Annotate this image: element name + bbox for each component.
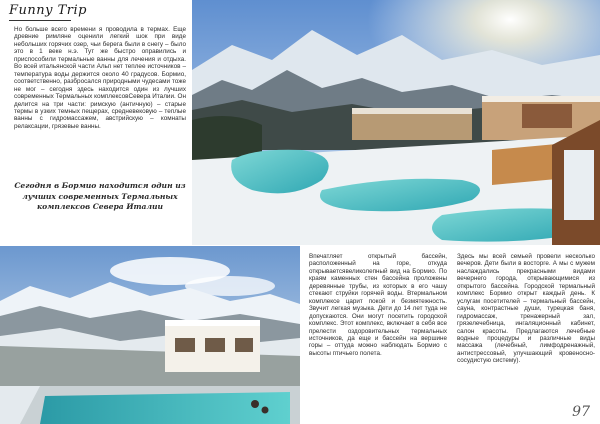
article-column-1: Впечатляет открытый бассейн, расположенный на горе, откуда открываетсявеликолепный вид на Бормио. По краям каменных стен бассейна проложены деревянные трубы, из которых в его чашу стекают струйки горячей воды. Втермальном комплексе царит покой и безмятежность. Звучит легкая музыка. Дети до 14 лет туда не допускаются. Они могут посетить городской комплекс. Этот комплекс, включает в себя все прелести оздоровительных термальных источников, да еще и бассейн на вершине горы – оттуда можно наблюдать Бормио с высоты птичьего полета. bbox=[309, 253, 447, 357]
page-number: 97 bbox=[572, 404, 590, 420]
header-rule bbox=[9, 20, 71, 21]
pull-quote: Сегодня в Бормио находится один из лучших современных Термальных комплексов Севера Италии bbox=[14, 181, 186, 211]
resort-photo-top bbox=[192, 0, 600, 245]
intro-paragraph: Но больше всего времени я проводила в термах. Еще древние римляне оценили легкий шок при виде небольших горячих озер, чьи берега были в снегу – было это в 1 веке н.э. Тут же быстро оправились и приспособили термальные ванны для лечения и отдыха. Во всей итальянской части Альп нет теплее источников – температура воды держится около 40 градусов. Бормио, соответственно, разбросался природными чудесами тоже не мог – сегодня здесь находится один из лучших современных Термальных комплексовСевера Италии. Он делится на три части: римскую (античную) – старые термы в узких темных пещерах, средневековую – теплые ванны с гидромассажем, австрийскую – комнаты релаксации, грязевые ванны. bbox=[14, 26, 186, 130]
article-column-2: Здесь мы всей семьей провели несколько вечеров. Дети были в восторге. А мы с мужем наслаждались прекрасными видами вечернего города, открывающимися из открытого бассейна. Городской термальный комплекс Бормио открыт каждый день. К услугам посетителей – термальный бассейн, сауна, контрастные души, турецкая баня, гидромассаж, тренажерный зал, грязелечебница, ингаляционный кабинет, салон красоты. Предлагаются лечебные водные процедуры и различные виды массажа (лечебный, лимфодренажный, антистрессовый, улучшающий кровеносно-сосудистую систему). bbox=[457, 253, 595, 365]
header-title: Funny Trip bbox=[9, 3, 87, 18]
resort-photo-bottom bbox=[0, 246, 300, 424]
